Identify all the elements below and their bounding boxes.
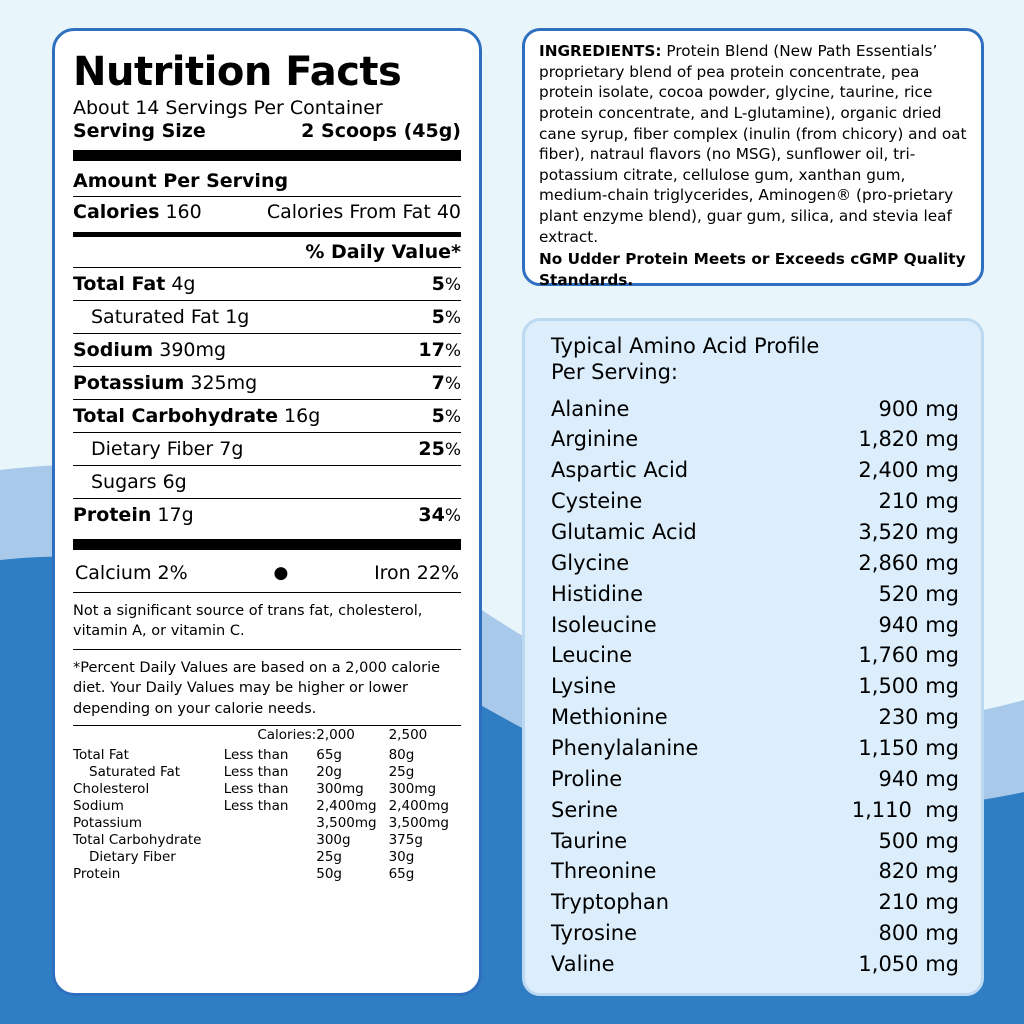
nutrient-daily-value: 5% [431,273,461,295]
dv-value-2000: 25g [316,849,342,866]
nutrient-name: Total Carbohydrate 16g [73,405,321,427]
amino-row [551,517,959,548]
nutrient-daily-value: 34% [418,504,461,526]
amino-name: Histidine [551,581,644,606]
dv-nutrient-name: Sodium [73,798,124,815]
amino-name: Methionine [551,705,668,730]
dv-table-row [73,849,461,866]
amino-value: 820 mg [878,859,959,884]
amino-row [551,918,959,949]
dv-value-2000: 300mg [316,781,364,798]
dv-table-row [73,815,461,832]
dv-value-2000: 50g [316,866,342,883]
nutrient-name: Total Fat 4g [73,273,196,295]
ingredients-label: INGREDIENTS: [539,42,662,60]
dv-value-2000: 20g [316,764,342,781]
amino-row [551,671,959,702]
amino-name: Phenylalanine [551,735,699,760]
daily-value-footnote: *Percent Daily Values are based on a 2,000 calorie diet. Your Daily Values may be higher or lower depending on your calorie needs. [73,660,441,717]
amino-name: Leucine [551,643,633,668]
nutrient-amount: 7g [213,438,244,460]
amino-row [551,856,959,887]
amino-name: Taurine [551,828,628,853]
bullet-separator-icon: ● [273,563,289,583]
amino-row [551,579,959,610]
nutrient-row [73,267,461,300]
amino-name: Glutamic Acid [551,519,697,544]
amino-value: 800 mg [878,921,959,946]
dv-value-2000: 3,500mg [316,815,377,832]
dv-table-header-cell [73,726,224,747]
amino-row [551,764,959,795]
nutrient-name: Dietary Fiber 7g [91,438,244,460]
nutrient-daily-value: 5% [431,306,461,328]
dv-qualifier: Less than [223,764,289,781]
amino-name: Threonine [551,859,657,884]
divider-thick [73,150,461,161]
divider-thick-2 [73,539,461,550]
dv-nutrient-name: Saturated Fat [89,764,181,781]
ingredients-text [539,41,967,247]
dv-qualifier [224,815,316,832]
nutrient-name: Sugars 6g [91,471,187,493]
iron-value: Iron 22% [374,562,459,584]
nutrient-name: Sodium 390mg [73,339,227,361]
amino-name: Serine [551,797,618,822]
nutrient-amount: 6g [156,471,187,493]
dv-table-row [73,747,461,764]
serving-size-label: Serving Size [73,120,206,142]
dv-nutrient-name: Total Fat [73,747,129,764]
calories-label: Calories [73,201,160,223]
nutrient-amount: 4g [165,273,196,295]
amino-value: 3,520 mg [858,519,959,544]
amino-value: 1,110 mg [851,797,959,822]
nutrient-row [73,366,461,399]
nutrient-name: Potassium 325mg [73,372,258,394]
dv-table-row [73,781,461,798]
dv-value-2500: 300mg [388,781,437,798]
serving-size-row [73,120,461,142]
amino-value: 2,400 mg [858,458,959,483]
nutrient-row [73,498,461,531]
ingredients-panel [522,28,984,290]
amino-row [551,424,959,455]
nutrition-facts-panel [52,28,482,996]
dv-qualifier [224,866,316,883]
dv-value-2500: 80g [388,747,415,764]
amino-value: 520 mg [878,581,959,606]
nutrient-name: Saturated Fat 1g [91,306,250,328]
nutrient-amount: 17g [151,504,194,526]
dv-nutrient-name: Cholesterol [73,781,150,798]
amino-name: Proline [551,766,623,791]
nutrient-row [73,399,461,432]
amino-row [551,640,959,671]
amino-value: 1,820 mg [858,427,959,452]
amino-acid-panel [522,318,984,996]
dv-table-header-cell: Calories: [257,726,317,743]
amino-value: 1,760 mg [858,643,959,668]
amino-row [551,702,959,733]
dv-nutrient-name: Total Carbohydrate [73,832,202,849]
amino-row [551,733,959,764]
dv-nutrient-name: Protein [73,866,121,883]
amino-row [551,548,959,579]
amino-name: Tyrosine [551,921,638,946]
amino-value: 210 mg [878,890,959,915]
amino-row [551,455,959,486]
nutrient-daily-value: 25% [418,438,461,460]
amino-title-line1: Typical Amino Acid Profile [551,334,820,358]
amino-list [551,394,959,980]
amino-row [551,826,959,857]
cgmp-statement: No Udder Protein Meets or Exceeds cGMP Quality Standards. [539,250,966,290]
dv-value-2500: 30g [388,849,415,866]
calories-from-fat-label: Calories From Fat [266,201,431,223]
amino-value: 940 mg [878,612,959,637]
dv-value-2500: 375g [388,832,423,849]
amino-name: Glycine [551,550,630,575]
ingredients-body: Protein Blend (New Path Essentials’ proprietary blend of pea protein concentrate, pea protein isolate, cocoa powder, glycine, taurine, rice protein concentrate, and L-glutamine), organic dried cane syrup, fiber complex (inulin (from chicory) and oat fiber), natraul flavors (no MSG), sunflower oil, tri-potassium citrate, cellulose gum, xanthan gum, medium-chain triglycerides, Aminogen® (pro-prietary plant enzyme blend), guar gum, silica, and stevia leaf extract. [539,42,967,246]
amino-value: 1,150 mg [858,735,959,760]
dv-qualifier [224,832,316,849]
amino-value: 1,050 mg [858,951,959,976]
dv-table-header-row [73,726,461,747]
calcium-value: Calcium 2% [75,562,188,584]
amino-name: Arginine [551,427,639,452]
dv-qualifier: Less than [223,798,289,815]
amino-value: 210 mg [878,489,959,514]
amino-row [551,394,959,425]
nutrient-row [73,465,461,498]
amino-value: 940 mg [878,766,959,791]
amino-value: 500 mg [878,828,959,853]
amino-name: Valine [551,951,615,976]
amino-row [551,949,959,980]
dv-table-header-cell: 2,500 [388,726,428,743]
nutrient-row [73,333,461,366]
dv-table-header-cell: 2,000 [316,726,355,743]
amino-name: Alanine [551,396,630,421]
not-significant-note: Not a significant source of trans fat, cholesterol, vitamin A, or vitamin C. [73,603,423,639]
dv-value-2500: 2,400mg [388,798,449,815]
amino-value: 230 mg [878,705,959,730]
dv-value-2000: 65g [316,747,342,764]
dv-value-2000: 2,400mg [316,798,377,815]
amino-name: Tryptophan [551,890,670,915]
dv-qualifier [224,849,316,866]
dv-value-2500: 3,500mg [388,815,449,832]
nutrient-name: Protein 17g [73,504,194,526]
amino-title-line2: Per Serving: [551,360,679,385]
dv-nutrient-name: Dietary Fiber [89,849,176,866]
dv-qualifier: Less than [223,747,289,764]
nutrient-rows [73,267,461,531]
amino-row [551,486,959,517]
amino-name: Isoleucine [551,612,657,637]
amino-title [551,333,959,386]
nutrient-amount: 325mg [184,372,258,394]
calories-row [73,197,461,228]
dv-table-row [73,798,461,815]
calories-value: 160 [165,201,202,223]
amino-value: 900 mg [878,396,959,421]
dv-table-row [73,764,461,781]
dv-nutrient-name: Potassium [73,815,143,832]
dv-value-2500: 65g [388,866,415,883]
amino-value: 1,500 mg [858,674,959,699]
servings-per-container: About 14 Servings Per Container [73,97,383,119]
dv-table-row [73,866,461,883]
nutrient-amount: 390mg [153,339,227,361]
dv-value-2000: 300g [316,832,351,849]
nutrient-row [73,300,461,333]
vitamins-row [73,554,461,592]
amino-name: Cysteine [551,489,643,514]
amino-row [551,887,959,918]
nutrient-daily-value: 5% [431,405,461,427]
amino-row [551,795,959,826]
amino-value: 2,860 mg [858,550,959,575]
page-title: Nutrition Facts [73,49,402,95]
nutrient-amount: 1g [219,306,250,328]
daily-values-table [73,726,461,883]
nutrient-daily-value: 17% [418,339,461,361]
nutrient-row [73,432,461,465]
amino-name: Aspartic Acid [551,458,689,483]
calories-from-fat-value: 40 [436,201,461,223]
dv-value-2500: 25g [388,764,415,781]
amino-row [551,610,959,641]
daily-value-header: % Daily Value* [305,241,461,263]
dv-table-row [73,832,461,849]
nutrient-amount: 16g [277,405,321,427]
amount-per-serving-label: Amount Per Serving [73,170,289,192]
serving-size-value: 2 Scoops (45g) [301,120,461,142]
amino-name: Lysine [551,674,617,699]
dv-qualifier: Less than [223,781,289,798]
nutrient-daily-value: 7% [431,372,461,394]
